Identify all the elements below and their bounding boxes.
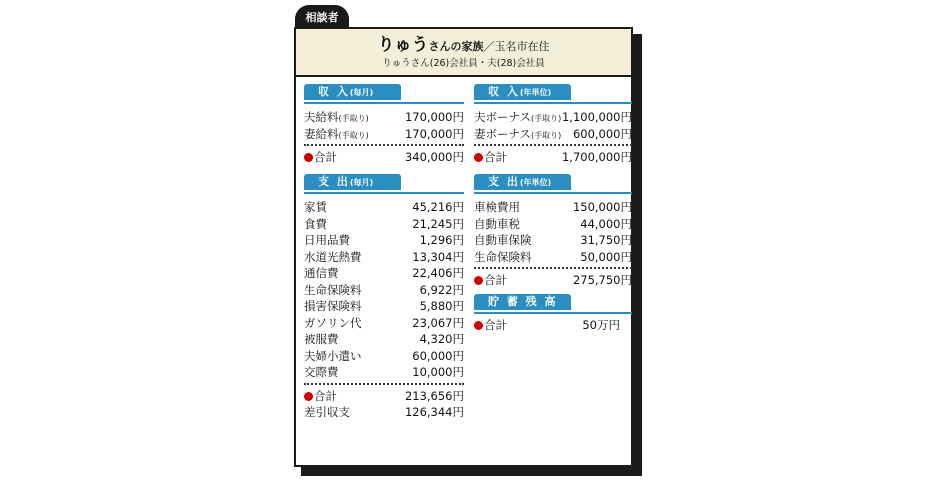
dotted-divider [474,267,632,269]
row-value: 23,067円 [412,315,464,330]
row-value: 1,100,000円 [561,110,632,124]
total-label-text: 合計 [314,150,337,164]
total-label-text: 合計 [314,388,337,403]
total-label [304,388,337,405]
total-label-text: 合計 [484,150,507,164]
dotted-divider [304,144,464,146]
total-value: 213,656円 [404,388,464,403]
family-title [296,35,631,57]
income-yearly-rows [474,109,632,166]
total-value: 1,700,000円 [561,150,632,164]
list-item [304,282,464,299]
total-row [304,149,464,166]
row-label-text: 夫給料 [304,110,339,124]
row-label: 損害保険料 [304,299,362,313]
family-name: りゅう [377,35,429,55]
row-label: 夫婦小遣い [304,348,362,363]
list-item [474,249,632,266]
row-label: ガソリン代 [304,315,362,330]
row-label-text: 妻給料 [304,126,339,141]
consultant-tab: 相談者 [295,5,349,33]
section-title-pill [474,174,571,190]
row-value: 45,216円 [412,200,464,214]
balance-label: 差引収支 [304,405,350,419]
row-value: 22,406円 [412,266,464,280]
list-item [304,126,464,143]
row-label: 日用品費 [304,233,350,247]
total-label [474,149,507,166]
total-label [474,272,507,289]
row-value: 600,000円 [572,126,632,141]
list-item [474,232,632,249]
income-monthly-rows [304,109,464,166]
total-label-text: 合計 [484,318,507,332]
expense-yearly-section [474,174,632,289]
row-value: 44,000円 [580,216,632,231]
total-label [474,317,507,334]
total-label-text: 合計 [484,273,507,287]
expense-monthly-section [304,174,464,421]
row-value: 5,880円 [419,299,464,313]
row-label-text: 夫ボーナス [474,110,532,124]
list-item [304,298,464,315]
section-title-pill [474,84,571,100]
family-name-suffix: さんの家族 [428,40,484,53]
card-header [296,29,631,77]
list-item [304,249,464,266]
list-item [474,216,632,233]
list-item [304,232,464,249]
dotted-divider [474,144,632,146]
expense-monthly-rows [304,199,464,421]
row-label: 自動車保険 [474,233,532,247]
row-label: 通信費 [304,266,339,280]
list-item [304,265,464,282]
red-dot-icon [304,153,313,162]
balance-row [304,404,464,421]
section-header [474,174,632,194]
row-value: 170,000円 [404,126,464,141]
section-subtitle: (毎月) [349,88,374,97]
section-header [474,84,632,104]
section-title: 支 出 [488,175,520,188]
section-header [304,174,464,194]
list-item [474,199,632,216]
total-label [304,149,337,166]
row-label-text: 妻ボーナス [474,126,532,141]
row-label-note: (手取り) [338,114,369,123]
section-title-pill [304,84,401,100]
row-label: 被服費 [304,332,339,346]
red-dot-icon [474,321,483,330]
row-label: 交際費 [304,365,339,379]
row-label-note: (手取り) [531,130,562,140]
list-item [304,348,464,365]
red-dot-icon [304,392,313,401]
row-value: 170,000円 [404,110,464,124]
section-title: 支 出 [318,175,350,188]
row-value: 4,320円 [419,332,464,346]
family-location: ／玉名市在住 [483,40,550,53]
row-label: 家賃 [304,200,327,214]
row-label [304,126,369,145]
row-label: 生命保険料 [474,249,532,264]
section-header [304,84,464,104]
household-budget-card [294,27,633,467]
section-title-pill: 貯 蓄 残 高 [474,294,571,310]
family-members: りゅうさん(26)会社員・夫(28)会社員 [382,58,545,69]
total-row [474,317,632,334]
section-title-pill [304,174,401,190]
section-subtitle: (毎月) [349,178,374,187]
balance-value: 126,344円 [404,405,464,419]
row-label [474,126,561,145]
list-item [304,216,464,233]
income-yearly-section [474,84,632,166]
section-title: 収 入 [318,85,350,98]
row-label: 車検費用 [474,200,520,214]
row-label: 自動車税 [474,216,520,231]
savings-rows [474,317,632,334]
section-subtitle: (年単位) [519,88,552,97]
row-value: 50,000円 [580,249,632,264]
list-item [474,109,632,126]
list-item [474,126,632,143]
total-value: 340,000円 [404,150,464,164]
row-label: 食費 [304,216,327,231]
row-label-note: (手取り) [531,114,562,123]
red-dot-icon [474,276,483,285]
savings-section [474,294,632,334]
row-value: 1,296円 [419,233,464,247]
section-header [474,294,632,314]
row-value: 150,000円 [572,200,632,214]
list-item [304,331,464,348]
total-row [474,272,632,289]
list-item [304,315,464,332]
row-value: 10,000円 [412,365,464,379]
section-title: 収 入 [488,85,520,98]
row-label: 生命保険料 [304,282,362,297]
total-value: 275,750円 [572,273,632,287]
list-item [304,109,464,126]
row-label-note: (手取り) [338,130,369,140]
row-value: 13,304円 [412,249,464,264]
row-value: 21,245円 [412,216,464,231]
total-row [474,149,632,166]
total-value: 50万円 [582,318,620,332]
total-row [304,388,464,405]
section-subtitle: (年単位) [519,178,552,187]
row-value: 60,000円 [412,348,464,363]
row-label: 水道光熱費 [304,249,362,264]
row-value: 31,750円 [580,233,632,247]
dotted-divider [304,383,464,385]
expense-yearly-rows [474,199,632,289]
row-value: 6,922円 [419,282,464,297]
list-item [304,364,464,381]
red-dot-icon [474,153,483,162]
list-item [304,199,464,216]
income-monthly-section [304,84,464,166]
